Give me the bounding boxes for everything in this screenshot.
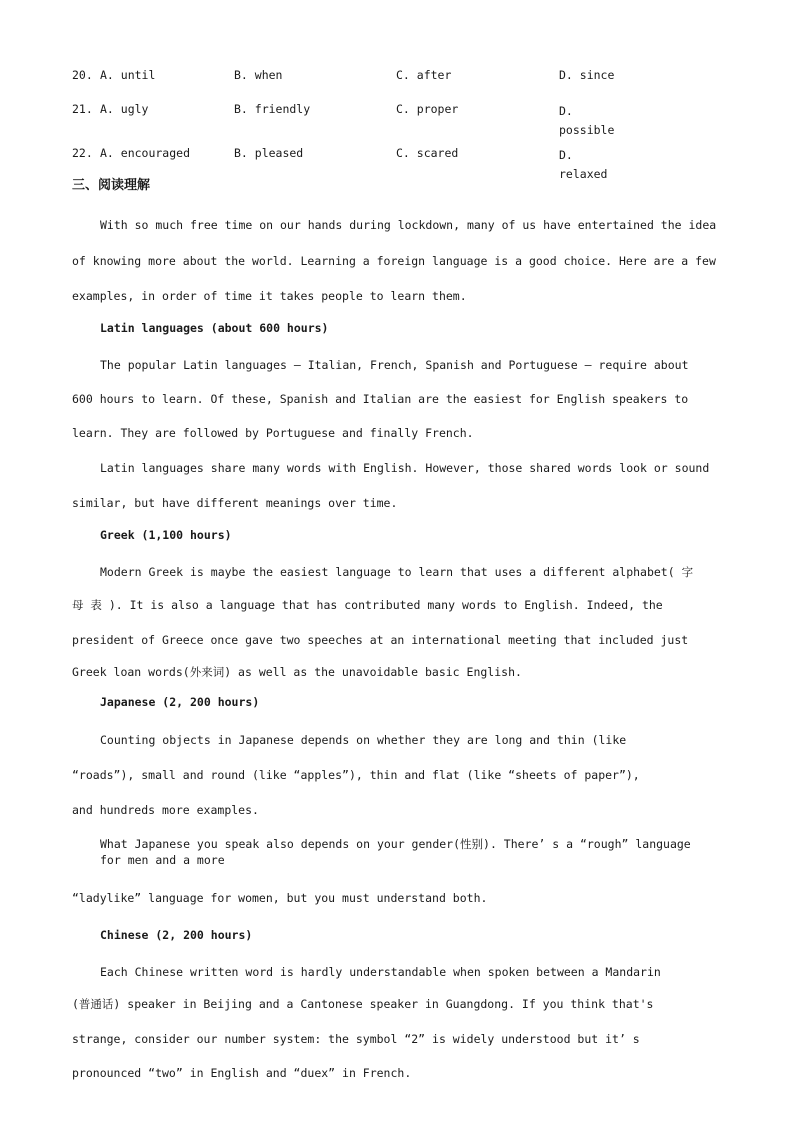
text-line: “roads”), small and round (like “apples”), thin and flat (like “sheets of paper”), xyxy=(72,768,640,782)
text-line: learn. They are followed by Portuguese and finally French. xyxy=(72,426,474,440)
chinese-heading: Chinese (2, 200 hours) xyxy=(100,928,253,942)
text-line: 600 hours to learn. Of these, Spanish and Italian are the easiest for English speakers to xyxy=(72,392,689,406)
text-line: What Japanese you speak also depends on your gender(性别). There’ s a “rough” language xyxy=(100,837,691,851)
text-line: president of Greece once gave two speeches at an international meeting that included just xyxy=(72,633,689,647)
text-line: pronounced “two” in English and “duex” in French. xyxy=(72,1066,412,1080)
option-a: A. ugly xyxy=(100,102,149,116)
option-a: A. encouraged xyxy=(100,146,191,160)
option-d: D. possible xyxy=(559,104,615,137)
option-d: D. relaxed xyxy=(559,148,608,181)
greek-heading: Greek (1,100 hours) xyxy=(100,528,232,542)
text-line: Modern Greek is maybe the easiest language to learn that uses a different alphabet( 字 xyxy=(100,565,694,579)
text-line: examples, in order of time it takes people to learn them. xyxy=(72,289,467,303)
option-a: A. until xyxy=(100,68,156,82)
text-line: The popular Latin languages — Italian, French, Spanish and Portuguese — require about xyxy=(100,358,689,372)
question-number: 21. xyxy=(72,102,93,116)
question-number: 22. xyxy=(72,146,93,160)
text-line: similar, but have different meanings over time. xyxy=(72,496,398,510)
text-line: for men and a more xyxy=(100,853,225,867)
option-c: C. scared xyxy=(396,146,459,160)
latin-heading: Latin languages (about 600 hours) xyxy=(100,321,329,335)
text-line: (普通话) speaker in Beijing and a Cantonese speaker in Guangdong. If you think that's xyxy=(72,997,654,1011)
section-title: 三、阅读理解 xyxy=(72,178,151,193)
option-b: B. friendly xyxy=(234,102,311,116)
question-number: 20. xyxy=(72,68,93,82)
japanese-heading: Japanese (2, 200 hours) xyxy=(100,695,260,709)
option-c: C. after xyxy=(396,68,452,82)
text-line: With so much free time on our hands during lockdown, many of us have entertained the idea xyxy=(100,218,717,232)
text-line: and hundreds more examples. xyxy=(72,803,259,817)
option-c: C. proper xyxy=(396,102,459,116)
text-line: 母 表 ). It is also a language that has contributed many words to English. Indeed, the xyxy=(72,598,663,612)
text-line: strange, consider our number system: the symbol “2” is widely understood but it’ s xyxy=(72,1032,640,1046)
text-line: of knowing more about the world. Learning a foreign language is a good choice. Here are a few xyxy=(72,254,716,268)
text-line: Counting objects in Japanese depends on whether they are long and thin (like xyxy=(100,733,627,747)
text-line: Greek loan words(外来词) as well as the unavoidable basic English. xyxy=(72,665,522,679)
option-d: D. since xyxy=(559,68,615,82)
option-b: B. when xyxy=(234,68,283,82)
option-b: B. pleased xyxy=(234,146,304,160)
text-line: “ladylike” language for women, but you must understand both. xyxy=(72,891,488,905)
text-line: Latin languages share many words with English. However, those shared words look or sound xyxy=(100,461,710,475)
text-line: Each Chinese written word is hardly understandable when spoken between a Mandarin xyxy=(100,965,661,979)
